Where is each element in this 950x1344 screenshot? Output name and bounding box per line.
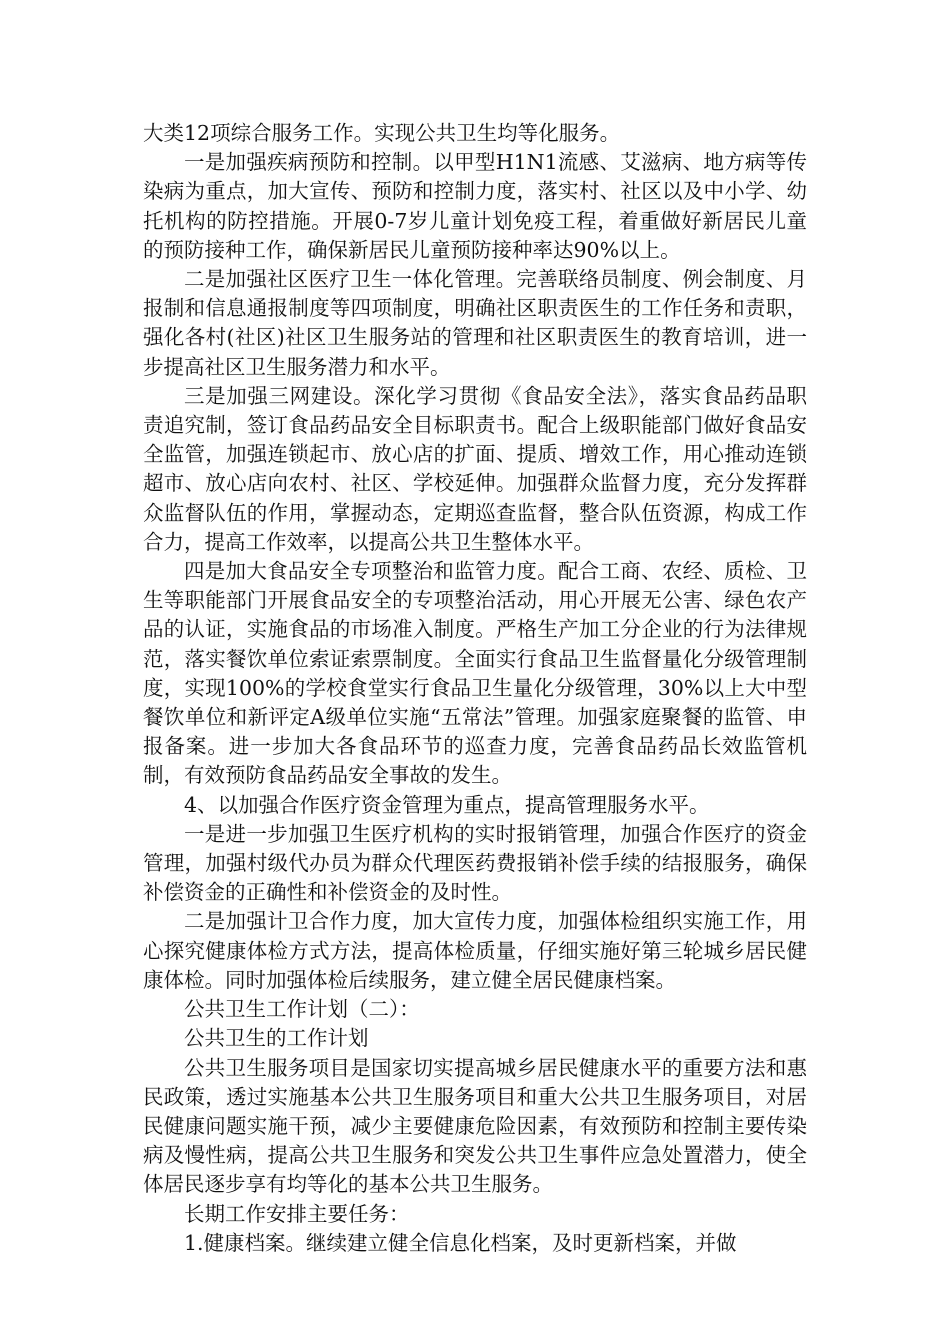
paragraph: 一是加强疾病预防和控制。以甲型H1N1流感、艾滋病、地方病等传染病为重点，加大宣传、预防和控制力度，落实村、社区以及中小学、幼托机构的防控措施。开展0-7岁儿童计划免疫工程，着重做好新居民儿童的预防接种工作，确保新居民儿童预防接种率达90%以上。 (143, 150, 807, 262)
paragraph: 二是加强社区医疗卫生一体化管理。完善联络员制度、例会制度、月报制和信息通报制度等四项制度，明确社区职责医生的工作任务和责职，强化各村(社区)社区卫生服务站的管理和社区职责医生的教育培训，进一步提高社区卫生服务潜力和水平。 (143, 267, 807, 379)
paragraph: 一是进一步加强卫生医疗机构的实时报销管理，加强合作医疗的资金管理，加强村级代办员为群众代理医药费报销补偿手续的结报服务，确保补偿资金的正确性和补偿资金的及时性。 (143, 821, 807, 905)
section-heading: 4、以加强合作医疗资金管理为重点，提高管理服务水平。 (184, 792, 710, 817)
paragraph: 二是加强计卫合作力度，加大宣传力度，加强体检组织实施工作，用心探究健康体检方式方法，提高体检质量，仔细实施好第三轮城乡居民健康体检。同时加强体检后续服务，建立健全居民健康档案。 (143, 909, 807, 992)
section-heading: 公共卫生工作计划（二）： (184, 997, 420, 1022)
section-heading: 长期工作安排主要任务： (184, 1201, 410, 1226)
paragraph: 公共卫生服务项目是国家切实提高城乡居民健康水平的重要方法和惠民政策，透过实施基本公共卫生服务项目和重大公共卫生服务项目，对居民健康问题实施干预，减少主要健康危险因素，有效预防和控制主要传染病及慢性病，提高公共卫生服务和突发公共卫生事件应急处置潜力，使全体居民逐步享有均等化的基本公共卫生服务。 (143, 1055, 807, 1197)
document-body (143, 119, 807, 1258)
paragraph: 三是加强三网建设。深化学习贯彻《食品安全法》，落实食品药品职责追究制，签订食品药品安全目标职责书。配合上级职能部门做好食品安全监管，加强连锁起市、放心店的扩面、提质、增效工作，用心推动连锁超市、放心店向农村、社区、学校延伸。加强群众监督力度，充分发挥群众监督队伍的作用，掌握动态，定期巡查监督，整合队伍资源，构成工作合力，提高工作效率，以提高公共卫生整体水平。 (143, 383, 807, 554)
paragraph: 1.健康档案。继续建立健全信息化档案，及时更新档案，并做 (184, 1230, 737, 1255)
document-title: 公共卫生的工作计划 (184, 1026, 369, 1051)
paragraph: 四是加大食品安全专项整治和监管力度。配合工商、农经、质检、卫生等职能部门开展食品安全的专项整治活动，用心开展无公害、绿色农产品的认证，实施食品的市场准入制度。严格生产加工分企业的行为法律规范，落实餐饮单位索证索票制度。全面实行食品卫生监督量化分级管理制度，实现100%的学校食堂实行食品卫生量化分级管理，30%以上大中型餐饮单位和新评定A级单位实施“五常法”管理。加强家庭聚餐的监管、申报备案。进一步加大各食品环节的巡查力度，完善食品药品长效监管机制，有效预防食品药品安全事故的发生。 (143, 559, 807, 788)
paragraph: 大类12项综合服务工作。实现公共卫生均等化服务。 (143, 121, 621, 145)
